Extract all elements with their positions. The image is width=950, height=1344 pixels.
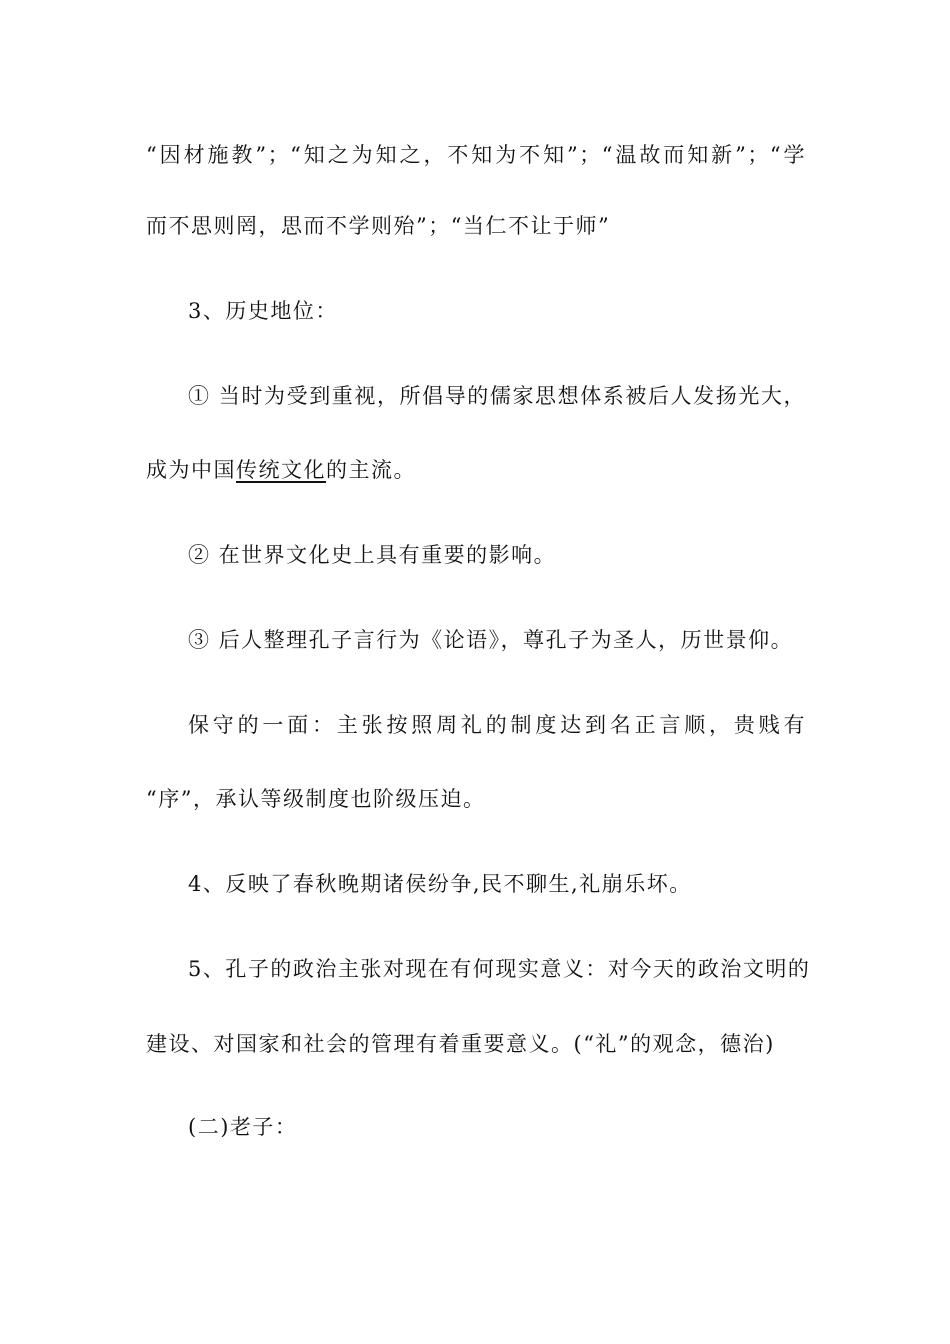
paragraph-line: “序”，承认等级制度也阶级压迫。 xyxy=(146,787,486,811)
paragraph-line: “因材施教”；“知之为知之，不知为不知”；“温故而知新”；“学 xyxy=(146,143,806,167)
paragraph-line: 建设、对国家和社会的管理有着重要意义。(“礼”的观念，德治) xyxy=(146,1032,775,1056)
text-span: 的主流。 xyxy=(326,458,416,482)
text-span: 成为中国 xyxy=(146,458,236,482)
list-item: ② 在世界文化史上具有重要的影响。 xyxy=(188,543,557,567)
list-item: 5、孔子的政治主张对现在有何现实意义：对今天的政治文明的 xyxy=(188,957,811,981)
underlined-term: 传统文化 xyxy=(236,458,326,482)
paragraph-line: 保守的一面：主张按照周礼的制度达到名正言顺，贵贱有 xyxy=(188,713,806,737)
list-item: ① 当时为受到重视，所倡导的儒家思想体系被后人发扬光大， xyxy=(188,384,806,408)
list-item: 4、反映了春秋晚期诸侯纷争,民不聊生,礼崩乐坏。 xyxy=(188,872,692,896)
section-heading: (二)老子： xyxy=(188,1115,298,1139)
list-item: ③ 后人整理孔子言行为《论语》，尊孔子为圣人，历世景仰。 xyxy=(188,628,794,652)
section-heading: 3、历史地位： xyxy=(188,299,338,323)
paragraph-line xyxy=(146,456,806,484)
paragraph-line: 而不思则罔，思而不学则殆”；“当仁不让于师” xyxy=(146,214,611,238)
